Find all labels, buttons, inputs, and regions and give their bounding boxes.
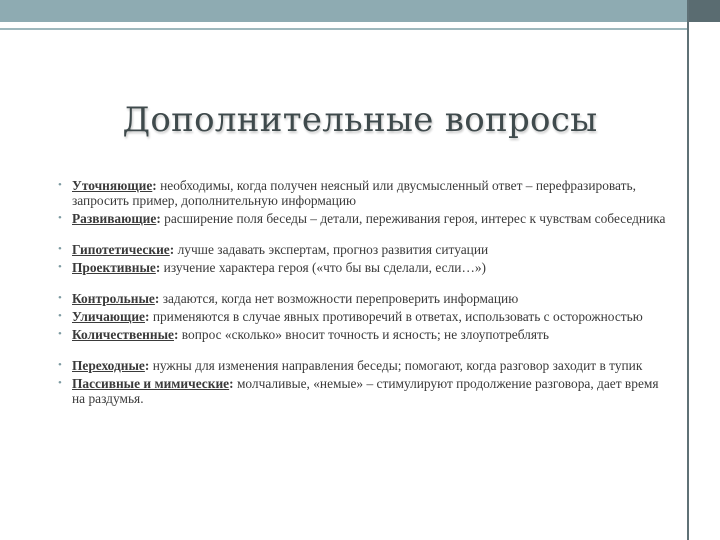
term-colon: : <box>155 260 161 275</box>
bullet-group <box>58 242 673 275</box>
question-type-description: расширение поля беседы – детали, переживания героя, интерес к чувствам собеседника <box>160 211 666 226</box>
top-divider-line <box>0 28 687 30</box>
term-colon: : <box>152 178 157 193</box>
top-bar-light <box>0 0 687 22</box>
question-type-description: применяются в случае явных противоречий в ответах, использовать с осторожностью <box>149 309 643 324</box>
question-type-description: лучше задавать экспертам, прогноз развития ситуации <box>174 242 489 257</box>
term-colon: : <box>156 211 161 226</box>
term-colon: : <box>169 242 175 257</box>
question-type-term: Пассивные и мимические <box>72 376 230 391</box>
bullet-icon: • <box>58 243 62 255</box>
question-type-term: Уличающие <box>72 309 145 324</box>
bullet-icon: • <box>58 212 62 224</box>
bullet-list <box>58 178 673 422</box>
question-type-term: Переходные <box>72 358 145 373</box>
term-colon: : <box>173 327 179 342</box>
question-type-term: Контрольные <box>72 291 155 306</box>
bullet-group <box>58 178 673 226</box>
question-type-description: задаются, когда нет возможности перепроверить информацию <box>159 291 519 306</box>
bullet-icon: • <box>58 310 62 322</box>
question-type-term: Уточняющие <box>72 178 153 193</box>
top-bar-dark <box>687 0 720 22</box>
term-colon: : <box>145 309 150 324</box>
question-type-term: Гипотетические <box>72 242 170 257</box>
list-item <box>58 291 673 306</box>
bullet-icon: • <box>58 359 62 371</box>
question-type-description: молчаливые, «немые» – стимулируют продолжение разговора, дает время на раздумья. <box>72 376 659 406</box>
question-type-term: Количественные <box>72 327 174 342</box>
bullet-icon: • <box>58 261 62 273</box>
list-item <box>58 327 673 342</box>
bullet-icon: • <box>58 328 62 340</box>
bullet-icon: • <box>58 292 62 304</box>
top-decor-bar <box>0 0 720 22</box>
list-item <box>58 178 673 208</box>
question-type-description: нужны для изменения направления беседы; помогают, когда разговор заходит в тупик <box>149 358 643 373</box>
term-colon: : <box>144 358 150 373</box>
question-type-term: Проективные <box>72 260 156 275</box>
term-colon: : <box>229 376 234 391</box>
list-item <box>58 358 673 373</box>
bullet-icon: • <box>58 179 62 191</box>
question-type-description: необходимы, когда получен неясный или двусмысленный ответ – перефразировать, запросить пример, дополнительную информацию <box>72 178 636 208</box>
bullet-group <box>58 358 673 406</box>
question-type-description: изучение характера героя («что бы вы сделали, если…») <box>160 260 486 275</box>
list-item <box>58 242 673 257</box>
bullet-icon: • <box>58 377 62 389</box>
list-item <box>58 211 673 226</box>
list-item <box>58 309 673 324</box>
slide-title: Дополнительные вопросы <box>122 100 598 140</box>
list-item <box>58 376 673 406</box>
list-item <box>58 260 673 275</box>
bullet-group <box>58 291 673 342</box>
term-colon: : <box>154 291 160 306</box>
right-divider-line <box>687 0 689 540</box>
question-type-description: вопрос «сколько» вносит точность и ясность; не злоупотреблять <box>178 327 549 342</box>
question-type-term: Развивающие <box>72 211 157 226</box>
